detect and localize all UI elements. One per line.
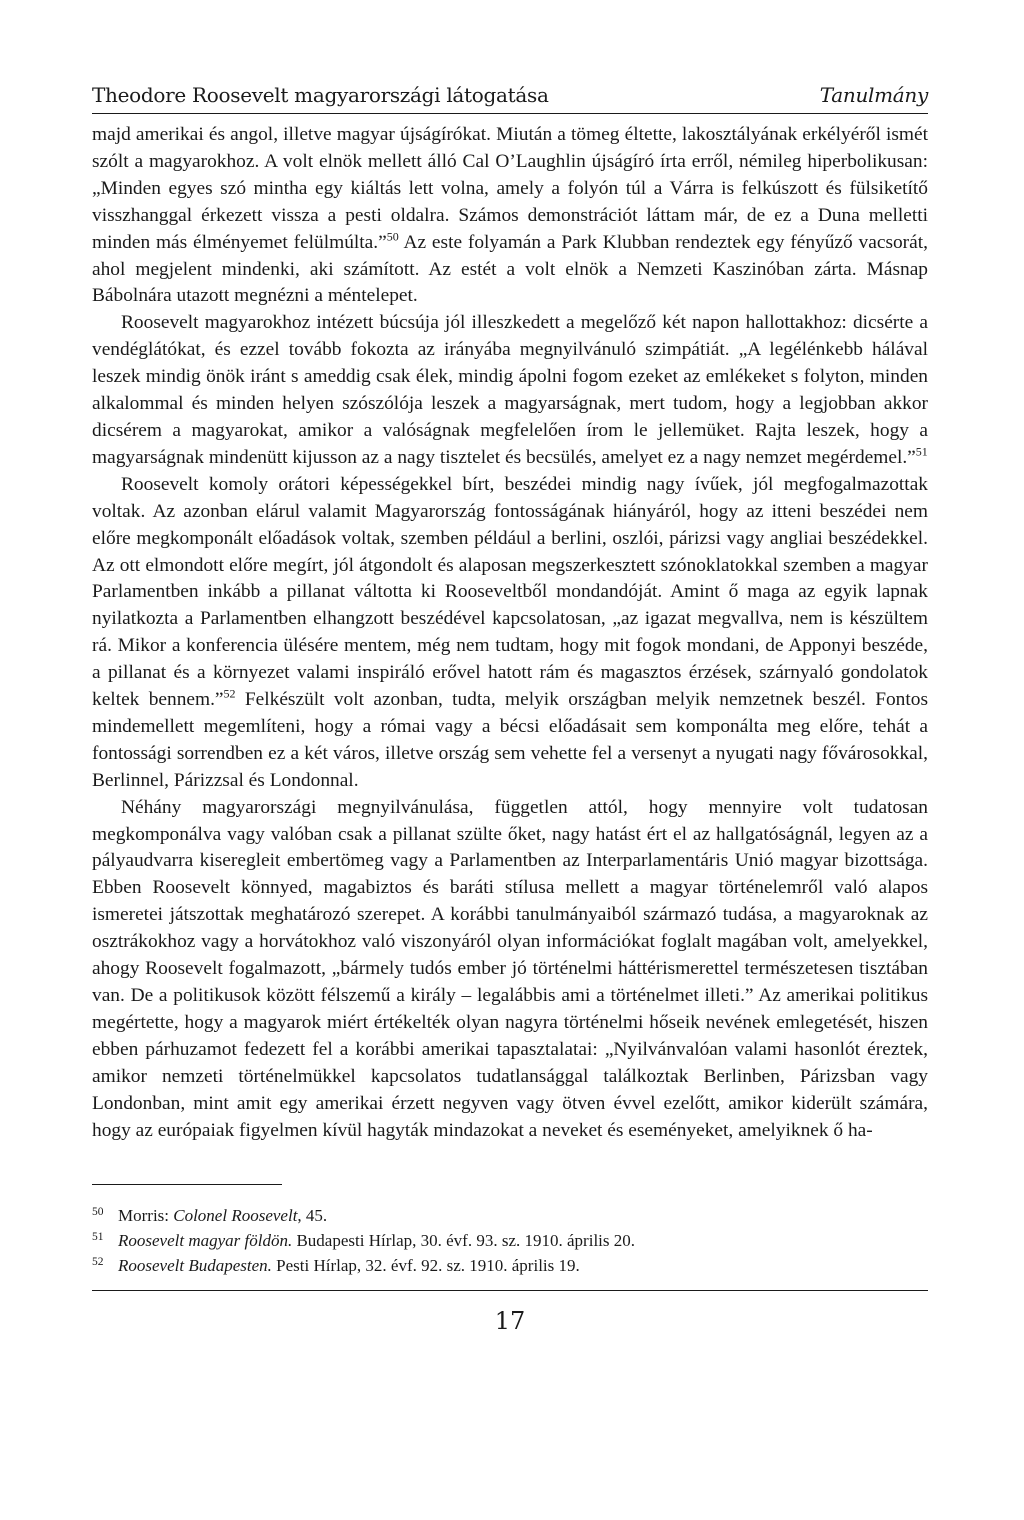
running-header	[92, 82, 928, 114]
footnotes	[92, 1203, 928, 1278]
bottom-divider	[92, 1290, 928, 1291]
footnote: 52 Roosevelt Budapesten. Pesti Hírlap, 32. évf. 92. sz. 1910. április 19.	[92, 1255, 580, 1276]
header-title: Theodore Roosevelt magyarországi látogatása	[92, 83, 549, 107]
paragraph: majd amerikai és angol, illetve magyar újságírókat. Miután a tömeg éltette, lakosztályának erkélyéről ismét szólt a magyarokhoz. A volt elnök mellett álló Cal O’Laughlin újságíró írta erről, némileg hiperbolikusan: „Minden egyes szó mintha egy kiáltás lett volna, amely a folyón túl a Várra is felkúszott és fülsiketítő visszhanggal érkezett vissza a pesti oldalra. Számos demonstrációt láttam már, de ez a Duna melletti minden más élményemet felülmúlta.”$^{50}$ Az este folyamán a Park Klubban rendeztek egy fényűző vacsorát, ahol megjelent mindenki, aki számított. Az estét a volt elnök a Nemzeti Kaszinóban zárta. Másnap Bábolnára utazott megnézni a méntelepet.	[92, 124, 928, 307]
header-section: Tanulmány	[819, 83, 928, 107]
footnote: 50 Morris: Colonel Roosevelt, 45.	[92, 1205, 328, 1226]
paragraph: Roosevelt komoly orátori képességekkel bírt, beszédei mindig nagy ívűek, jól megfogalmazottak voltak. Az azonban elárul valamit Magyarország fontosságának hiányáról, hogy az itteni beszédei nem előre megkomponált előadások voltak, szemben például a berlini, oszlói, párizsi vagy angliai beszédekkel. Az ott elmondott előre megírt, jól átgondolt és alaposan megszerkesztett szónoklatokkal szemben a magyar Parlamentben inkább a pillanat váltotta ki Rooseveltből mondandóját. Amint ő maga az egyik lapnak nyilatkozta a Parlamentben elhangzott beszédével kapcsolatosan, „az igazat megvallva, nem is készültem rá. Mikor a konferencia ülésére mentem, még nem tudtam, hogy mit fogok mondani, de Apponyi beszéde, a pillanat és a környezet valami inspiráló erővel hatott rám és magasztos érzések, szárnyaló gondolatok keltek bennem.”$^{52}$ Felkészült volt azonban, tudta, melyik országban melyik nemzetnek beszél. Fontos mindemellett megemlíteni, hogy a római vagy a bécsi előadásait sem komponálta meg előre, tehát a fontossági sorrendben ez a két város, illetve ország sem vehette fel a versenyt a nyugati nagy fővárosokkal, Berlinnel, Párizzsal és Londonnal.	[92, 473, 928, 791]
page-number: 17	[494, 1307, 526, 1336]
paragraph: Roosevelt magyarokhoz intézett búcsúja jól illeszkedett a megelőző két napon hallottakhoz: dicsérte a vendéglátókat, és ezzel tovább fokozta az irányába megnyilvánuló szimpátiát. „A legélénkebb hálával leszek mindig önök iránt s ameddig csak élek, mindig ápolni fogom ezeket az emlékeket s folyton, minden alkalommal és minden helyen szószólója leszek a magyarságnak, mert tudom, hogy a legjobban akkor dicsérem a magyarokat, amikor a valóságnak megfelelően írom le jellemüket. Rajta leszek, hogy a magyarságnak mindenütt kijusson az a nagy tisztelet és becsülés, amelyet ez a nagy nemzet megérdemel.”$^{51}$	[92, 312, 928, 468]
footnote-ref[interactable]: 52	[223, 686, 236, 701]
footnote-ref[interactable]: 50	[386, 229, 399, 244]
footnote-ref[interactable]: 51	[915, 444, 928, 459]
footnote: 51 Roosevelt magyar földön. Budapesti Hírlap, 30. évf. 93. sz. 1910. április 20.	[92, 1230, 635, 1251]
page	[92, 82, 928, 1335]
body-text	[92, 122, 928, 1144]
footnote-divider	[92, 1184, 282, 1185]
paragraph: Néhány magyarországi megnyilvánulása, független attól, hogy mennyire volt tudatosan megkomponálva vagy valóban csak a pillanat szülte őket, nagy hatást ért el az hallgatóságnál, legyen az a pályaudvarra kiseregleit embertömeg vagy a Parlamentben az Interparlamentáris Unió magyar bizottsága. Ebben Roosevelt könnyed, magabiztos és baráti stílusa mellett a magyar történelemről való alapos ismeretei játszottak meghatározó szerepet. A korábbi tanulmányaiból származó tudása, a magyaroknak az osztrákokhoz vagy a horvátokhoz való viszonyáról olyan információkat foglalt magában volt, amelyekkel, ahogy Roosevelt fogalmazott, „bármely tudós ember jó történelmi háttérismerettel természetesen tisztában van. De a politikusok között félszemű a király – legalábbis ami a történelmet illeti.” Az amerikai politikus megértette, hogy a magyarok miért értékelték olyan nagyra történelmi hőseik nevének emlegetését, hiszen ebben párhuzamot fedezett fel a korábbi amerikai tapasztalatai: „Nyilvánvalóan valami hasonlót éreztek, amikor nemzeti történelmükkel kapcsolatos tudatlansággal találkoztak Berlinben, Párizsban vagy Londonban, mint amit egy amerikai érzett negyven vagy ötven évvel ezelőtt, amikor kiderült számára, hogy az európaiak figyelmen kívül hagyták mindazokat a neveket és eseményeket, amelyiknek ő ha-	[92, 796, 928, 1141]
